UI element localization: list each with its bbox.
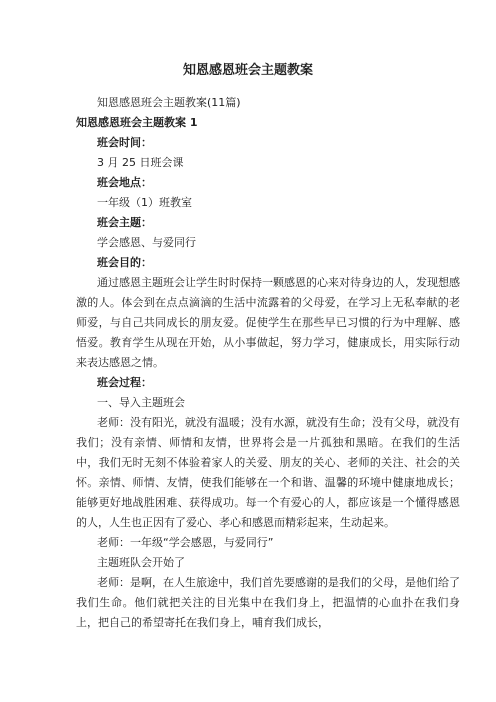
- document-body: [76, 93, 460, 633]
- process-label: 班会过程：: [97, 376, 152, 389]
- place-value: 一年级（1）班教室: [97, 196, 192, 209]
- document-title: 知恩感恩班会主题教案: [182, 63, 313, 78]
- step-one-heading: 一、导入主题班会: [97, 396, 185, 409]
- teacher-line-2: 老师：一年级“学会感恩，与爱同行”: [97, 536, 274, 549]
- theme-value: 学会感恩、与爱同行: [97, 236, 196, 249]
- goal-paragraph: 通过感恩主题班会让学生时时保持一颗感恩的心来对待身边的人，发现想感激的人。体会到在点点滴滴的生活中流露着的父母爱，在学习上无私奉献的老师爱，与自己共同成长的朋友爱。促使学生在那些早已习惯的行为中理解、感悟爱。教育学生从现在开始，从小事做起，努力学习，健康成长，用实际行动来表达感恩之情。: [76, 276, 460, 369]
- goal-label: 班会目的：: [97, 256, 152, 269]
- time-label: 班会时间：: [97, 136, 152, 149]
- time-value: 3 月 25 日班会课: [97, 156, 184, 169]
- place-label: 班会地点：: [97, 176, 152, 189]
- theme-label: 班会主题：: [97, 216, 152, 229]
- meeting-start-line: 主题班队会开始了: [97, 556, 185, 569]
- teacher-paragraph-1: 老师：没有阳光，就没有温暖；没有水源，就没有生命；没有父母，就没有我们；没有亲情、师情和友情，世界将会是一片孤独和黑暗。在我们的生活中，我们无时无刻不体验着家人的关爱、朋友的关心、老师的关注、社会的关怀。亲情、师情、友情，使我们能够在一个和谐、温馨的环境中健康地成长；能够更好地战胜困难、获得成功。每一个有爱心的人，都应该是一个懂得感恩的人，人生也正因有了爱心、孝心和感恩而精彩起来，生动起来。: [76, 416, 460, 529]
- teacher-paragraph-3: 老师：是啊，在人生旅途中，我们首先要感谢的是我们的父母，是他们给了我们生命。他们就把关注的目光集中在我们身上，把温情的心血扑在我们身上，把自己的希望寄托在我们身上，哺育我们成长，: [76, 576, 460, 629]
- document-subtitle: 知恩感恩班会主题教案(11篇): [97, 96, 241, 109]
- section-heading: 知恩感恩班会主题教案 1: [76, 116, 198, 129]
